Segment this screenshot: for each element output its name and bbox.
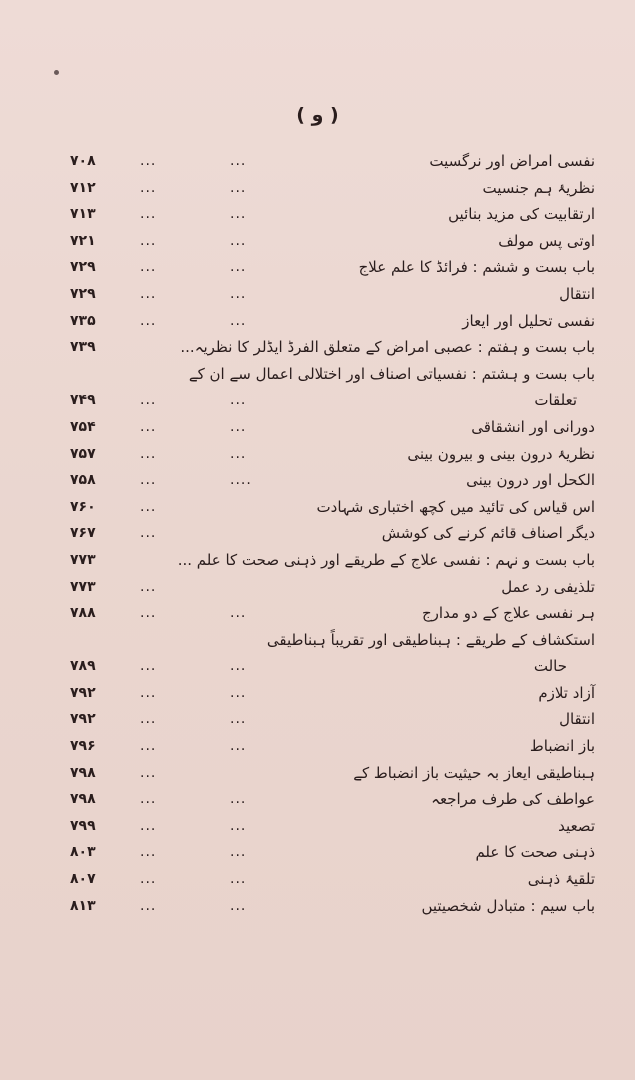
entry-page-number: ۷۸۸ [70,605,96,622]
entry-page-number: ۷۳۵ [70,312,96,329]
entry-title: نظریۂ ہم جنسیت [482,178,595,197]
entry-title: تصعید [558,816,595,835]
leader-dots: ... [140,153,157,169]
leader-dots: ... [230,738,247,755]
entry-title: باب سیم : متبادل شخصیتیں [421,896,595,915]
entry-page-number: ۸۱۳ [70,897,96,914]
entry-page-number: ۷۲۱ [70,232,96,249]
entry-title: تعلقات [534,391,577,410]
leader-dots: ... [230,844,247,861]
toc-entry [70,682,595,709]
leader-dots: ... [140,817,157,834]
toc-entry [70,841,595,868]
leader-dots: ... [140,498,157,515]
entry-page-number: ۷۹۹ [70,817,96,834]
toc-entry [70,469,595,496]
leader-dots: ... [140,897,157,914]
entry-page-number: ۷۷۳ [70,551,96,568]
toc-entry [70,602,595,629]
entry-title: دورانی اور انشقاقی [471,417,595,436]
toc-entry [70,336,595,363]
entry-title: دیگر اصناف قائم کرنے کی کوشش [381,524,595,543]
entry-page-number: ۷۲۹ [70,285,96,302]
entry-title: نفسی امراض اور نرگسیت [429,152,595,170]
toc-entry [70,868,595,895]
entry-page-number: ۷۹۸ [70,791,96,808]
toc-entry [70,655,595,682]
leader-dots: ... [140,312,157,329]
entry-page-number: ۷۹۲ [70,684,96,701]
leader-dots: ... [230,392,247,409]
entry-page-number: ۷۹۸ [70,764,96,781]
entry-page-number: ۷۰۸ [70,153,96,169]
leader-dots: ... [140,259,157,276]
toc-entry [70,363,595,390]
leader-dots: ... [230,153,247,169]
toc-entry [70,150,595,177]
entry-page-number: ۷۹۲ [70,711,96,728]
table-of-contents [70,150,595,921]
toc-entry [70,443,595,470]
entry-page-number: ۷۶۰ [70,498,96,515]
entry-title: ارتقابیت کی مزید بنائیں [448,205,595,224]
leader-dots: ... [230,259,247,276]
toc-entry [70,735,595,762]
entry-page-number: ۷۱۲ [70,179,96,196]
leader-dots: ... [140,764,157,781]
toc-entry [70,522,595,549]
toc-entry [70,230,595,257]
entry-title: انتقال [559,284,595,303]
entry-title: اس قیاس کی تائید میں کچھ اختباری شہادت [316,497,595,516]
entry-title: تلذیفی رد عمل [501,577,595,596]
page-number: ( و ) [296,104,339,126]
entry-page-number: ۷۵۴ [70,418,96,435]
leader-dots: ... [230,791,247,808]
ink-speck [54,70,59,75]
leader-dots: ... [140,871,157,888]
leader-dots: ... [230,285,247,302]
entry-page-number: ۷۳۹ [70,339,96,356]
entry-title: تلقیۂ ذہنی [527,870,595,889]
entry-title: عواطف کی طرف مراجعہ [431,790,595,809]
leader-dots: ... [140,791,157,808]
leader-dots: ... [230,232,247,249]
leader-dots: ... [140,844,157,861]
leader-dots: .... [230,472,252,489]
toc-entry [70,549,595,576]
leader-dots: ... [140,605,157,622]
leader-dots: ... [140,418,157,435]
entry-title: حالت [533,657,567,676]
toc-entry [70,629,595,656]
entry-page-number: ۷۶۷ [70,525,96,542]
entry-title: باب بست و ہشتم : نفسیاتی اصناف اور اختلالی اعمال سے ان کے [188,364,595,383]
entry-title: باب بست و نہم : نفسی علاج کے طریقے اور ذہنی صحت کا علم ... [177,550,595,569]
leader-dots: ... [230,658,247,675]
entry-title: اوتی پس مولف [498,231,595,250]
leader-dots: ... [230,418,247,435]
entry-page-number: ۷۵۷ [70,445,96,462]
entry-page-number: ۷۲۹ [70,259,96,276]
leader-dots: ... [140,179,157,196]
entry-title: استکشاف کے طریقے : ہبناطیقی اور تقریباً ہبناطیقی [266,630,595,649]
toc-entry [70,416,595,443]
toc-entry [70,256,595,283]
entry-page-number: ۷۸۹ [70,658,96,675]
entry-title: نظریۂ درون بینی و بیرون بینی [407,444,595,463]
leader-dots: ... [230,897,247,914]
entry-title: ہر نفسی علاج کے دو مدارج [422,604,595,623]
toc-entry [70,815,595,842]
entry-title: ہبناطیقی ایعاز بہ حیثیت باز انضباط کے [353,763,595,782]
entry-title: باب بست و ششم : فرائڈ کا علم علاج [358,258,595,277]
leader-dots: ... [140,711,157,728]
leader-dots: ... [140,525,157,542]
toc-entry [70,389,595,416]
toc-entry [70,496,595,523]
toc-entry [70,177,595,204]
entry-title: باب بست و ہفتم : عصبی امراض کے متعلق الفرڈ ایڈلر کا نظریہ... [180,338,595,357]
entry-page-number: ۷۷۳ [70,578,96,595]
leader-dots: ... [140,285,157,302]
entry-title: باز انضباط [529,737,595,756]
toc-entry [70,895,595,922]
entry-page-number: ۷۵۸ [70,472,96,489]
leader-dots: ... [230,817,247,834]
toc-entry [70,310,595,337]
leader-dots: ... [230,445,247,462]
leader-dots: ... [230,684,247,701]
entry-title: آزاد تلازم [538,683,595,702]
leader-dots: ... [140,232,157,249]
toc-entry [70,576,595,603]
leader-dots: ... [140,392,157,409]
entry-page-number: ۸۰۳ [70,844,96,861]
entry-title: ذہنی صحت کا علم [475,843,595,862]
toc-entry [70,762,595,789]
entry-title: انتقال [559,710,595,729]
entry-page-number: ۷۱۳ [70,206,96,223]
leader-dots: ... [230,711,247,728]
toc-entry [70,203,595,230]
leader-dots: ... [140,445,157,462]
entry-page-number: ۷۹۶ [70,738,96,755]
leader-dots: ... [140,206,157,223]
leader-dots: ... [140,472,157,489]
toc-entry [70,283,595,310]
leader-dots: ... [230,312,247,329]
leader-dots: ... [140,684,157,701]
entry-title: نفسی تحلیل اور ایعاز [462,311,595,330]
entry-page-number: ۷۴۹ [70,392,96,409]
leader-dots: ... [230,605,247,622]
leader-dots: ... [230,206,247,223]
toc-entry [70,788,595,815]
leader-dots: ... [230,871,247,888]
entry-title: الکحل اور درون بینی [466,471,595,490]
entry-page-number: ۸۰۷ [70,871,96,888]
leader-dots: ... [140,738,157,755]
toc-entry [70,708,595,735]
leader-dots: ... [140,658,157,675]
leader-dots: ... [230,179,247,196]
leader-dots: ... [140,578,157,595]
